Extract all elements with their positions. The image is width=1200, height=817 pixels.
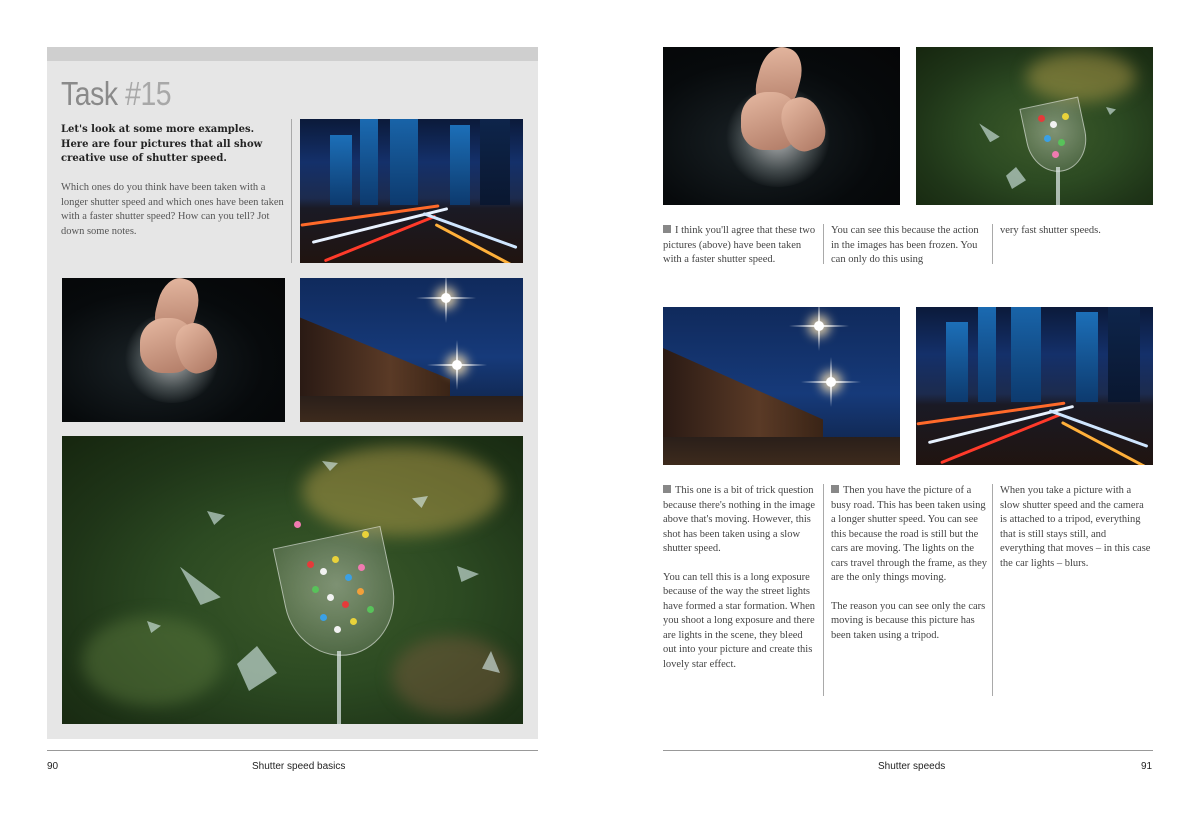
column-divider: [291, 119, 292, 263]
building-star-lights-photo-right: [663, 307, 900, 465]
caption-star-effect: This one is a bit of trick question because there's nothing in the image above that's moving. However, this shot has been taken using a slow shutter speed. You can tell this is a long exposure because of the way the street lights have formed a star formation. When you shoot a long exposure and there are lights in the scene, they bleed out into your picture and create this lovely star effect.: [663, 485, 816, 670]
page-number-right: 91: [1141, 761, 1153, 772]
caption-tripod: When you take a picture with a slow shutter speed and the camera is attached to a tripod, everything that is still stays still, and everything that moves – in this case the car lights – blurs.: [1000, 485, 1151, 569]
exploding-glass-photo: [62, 436, 523, 724]
bullet-square: [663, 485, 671, 493]
road-light-trails-photo: [300, 119, 523, 263]
column-divider: [823, 484, 824, 696]
building-star-lights-photo: [300, 278, 523, 422]
task-title-prefix: Task: [61, 75, 118, 112]
footer-section-left: Shutter speed basics: [252, 761, 346, 772]
task-intro-text: Which ones do you think have been taken with a longer shutter speed and which ones have been taken with a faster shutter speed? How can you tell? Jot down some notes.: [61, 182, 284, 237]
column-divider: [992, 224, 993, 264]
task-box-header-bar: [47, 47, 538, 61]
exploding-glass-photo-right: [916, 47, 1153, 205]
caption-fast-shutter-1: I think you'll agree that these two pictures (above) have been taken with a faster shutter speed.: [663, 225, 816, 265]
hand-water-splash-photo-right: [663, 47, 900, 205]
caption-fast-shutter-3: very fast shutter speeds.: [1000, 225, 1101, 236]
page-number-left: 90: [47, 761, 59, 772]
caption-fast-shutter-2: You can see this because the action in the images has been frozen. You can only do this using: [831, 225, 979, 265]
column-divider: [992, 484, 993, 696]
bullet-square: [663, 225, 671, 233]
task-intro-bold: Let's look at some more examples. Here are four pictures that all show creative use of shutter speed.: [61, 124, 263, 164]
footer-section-right: Shutter speeds: [878, 761, 946, 772]
footer-rule-right: [663, 750, 1153, 751]
caption-busy-road: Then you have the picture of a busy road. This has been taken using a longer shutter speed. You can see this because the road is still but the cars are moving. The lights on the cars travel through the frame, as they are the only things moving. The reason you can see only the cars moving is because this picture has been taken using a tripod.: [831, 485, 987, 641]
column-divider: [823, 224, 824, 264]
task-title-number: #15: [125, 75, 172, 112]
footer-rule-left: [47, 750, 538, 751]
road-light-trails-photo-right: [916, 307, 1153, 465]
hand-water-splash-photo: [62, 278, 285, 422]
task-title: [61, 75, 171, 113]
bullet-square: [831, 485, 839, 493]
